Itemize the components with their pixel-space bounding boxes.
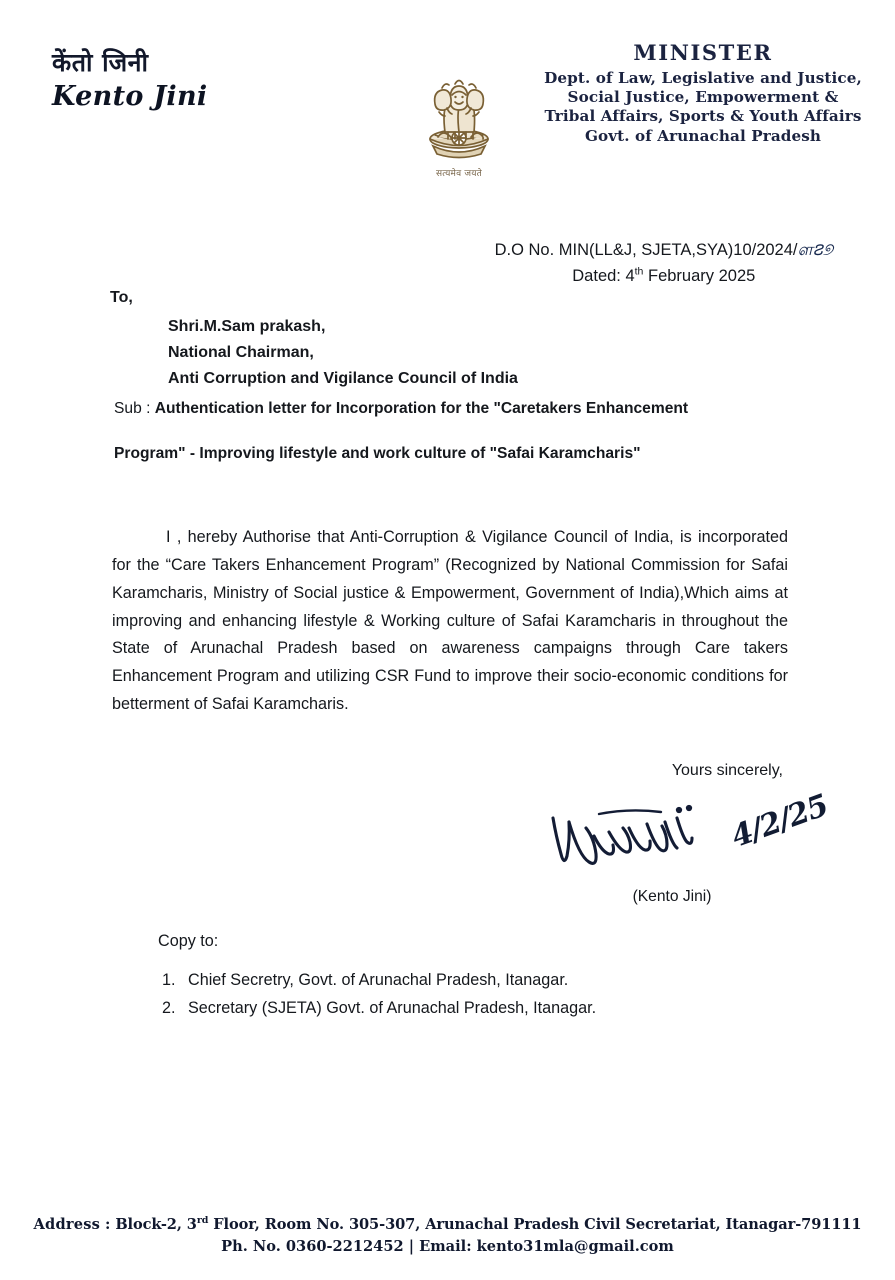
minister-nameplate: [52, 48, 322, 112]
subject-line-1: [114, 398, 814, 419]
address-part-1: Block-2, 3: [115, 1215, 197, 1233]
do-number-line: [495, 238, 833, 264]
department-line-3: Tribal Affairs, Sports & Youth Affairs: [544, 107, 862, 126]
address-separator: :: [100, 1215, 116, 1233]
date-prefix: Dated: 4: [572, 266, 635, 285]
signatory-name: (Kento Jini): [632, 888, 712, 905]
emblem-motto: सत्यमेव जयते: [436, 169, 482, 179]
letterhead-footer: [0, 1214, 895, 1258]
date-suffix: February 2025: [643, 266, 756, 285]
department-line-4: Govt. of Arunachal Pradesh: [584, 126, 822, 145]
copy-to-title: Copy to:: [158, 932, 219, 950]
minister-name-english: Kento Jini: [52, 80, 208, 112]
copy-to-list: [158, 967, 596, 1022]
department-line-1: Dept. of Law, Legislative and Justice,: [544, 68, 862, 87]
address-label: Address: [33, 1215, 101, 1233]
address-part-2: Floor, Room No. 305-307, Arunachal Pradesh Civil Secretariat, Itanagar-791111: [208, 1215, 862, 1233]
letterhead-header: [0, 0, 895, 200]
closing-salutation: Yours sincerely,: [671, 762, 783, 779]
copy-to-block: [158, 932, 596, 1022]
list-item: 1. Chief Secretry, Govt. of Arunachal Pradesh, Itanagar.: [180, 967, 596, 995]
handwritten-signature: [557, 786, 832, 890]
addressee-name: Shri.M.Sam prakash,: [168, 318, 326, 335]
signature-block: [557, 762, 832, 906]
subject-text-1: Authentication letter for Incorporation for the "Caretakers Enhancement: [154, 400, 689, 417]
state-emblem-icon: [411, 38, 507, 160]
footer-address: [0, 1214, 895, 1236]
state-emblem: [404, 38, 514, 179]
addressee-block: [110, 286, 518, 392]
do-number: D.O No. MIN(LL&J, SJETA,SYA)10/2024/: [494, 241, 798, 259]
body-paragraph: I , hereby Authorise that Anti-Corruption & Vigilance Council of India, is incorporated for the “Care Takers Enhancement Program” (Recognized by National Commission for Safai Karamcharis, Ministry of Social justice & Empowerment, Government of India),Which aims at improving and enhancing lifestyle & Working culture of Safai Karamcharis in throughout the State of Arunachal Pradesh based on awareness campaigns through Care takers Enhancement Program and utilizing CSR Fund to improve their socio-economic conditions for betterment of Safai Karamcharis.: [112, 528, 788, 714]
do-number-handwritten: ள౭୭: [797, 240, 833, 260]
addressee-designation: National Chairman,: [168, 343, 314, 361]
letter-body: [112, 524, 788, 719]
date-ordinal: th: [634, 265, 644, 277]
to-label: To,: [110, 289, 133, 306]
signature-date: 4/2/25: [726, 788, 832, 855]
addressee-organisation: Anti Corruption and Vigilance Council of India: [168, 369, 518, 387]
signature-icon: [539, 792, 749, 888]
minister-name-hindi: केंतो जिनी: [52, 48, 149, 77]
ministry-designation: [520, 40, 886, 146]
minister-title: MINISTER: [633, 40, 773, 65]
address-ordinal: rd: [196, 1214, 209, 1226]
addressee-lines: [168, 314, 518, 392]
department-line-2: Social Justice, Empowerment &: [567, 87, 839, 106]
list-item: 2. Secretary (SJETA) Govt. of Arunachal Pradesh, Itanagar.: [180, 995, 596, 1023]
subject-prefix: Sub :: [114, 400, 155, 417]
subject-line-2: Program" - Improving lifestyle and work culture of "Safai Karamcharis": [114, 445, 641, 463]
footer-contact: Ph. No. 0360-2212452 | Email: kento31mla@gmail.com: [221, 1237, 674, 1255]
subject-block: [114, 398, 814, 464]
letter-date: [495, 264, 833, 289]
reference-block: [495, 238, 833, 288]
